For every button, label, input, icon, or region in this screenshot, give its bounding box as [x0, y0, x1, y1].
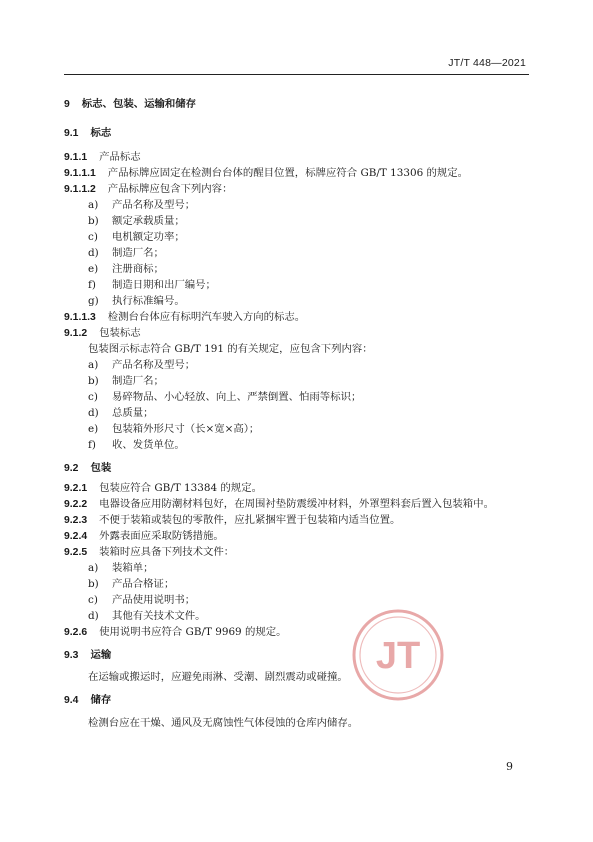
section-9-heading: [64, 98, 196, 111]
list-item: [88, 375, 164, 388]
section-9-1-heading: [64, 127, 111, 140]
clause-9-2-4: [64, 530, 224, 543]
list-label: c): [88, 231, 98, 243]
clause-9-1-1-2: [64, 183, 232, 196]
list-label: d): [88, 407, 99, 419]
list-text: 制造厂名；: [112, 375, 164, 387]
clause-9-2-6: [64, 626, 287, 639]
list-text: 制造厂名；: [112, 247, 164, 259]
clause-number: 9.1.1.1: [64, 168, 96, 179]
list-text: 制造日期和出厂编号；: [112, 279, 216, 291]
list-text: 电机额定功率；: [112, 231, 185, 243]
list-label: a): [88, 562, 99, 574]
list-item: [88, 263, 164, 276]
list-item: [88, 231, 185, 244]
list-text: 其他有关技术文件。: [112, 610, 206, 622]
list-item: [88, 391, 361, 404]
clause-text: 包装应符合 GB/T 13384 的规定。: [99, 482, 262, 494]
list-item: [88, 295, 185, 308]
clause-title: 包装标志: [99, 327, 141, 339]
list-text: 产品合格证；: [112, 578, 175, 590]
list-text: 收、发货单位。: [112, 439, 185, 451]
clause-text: 外露表面应采取防锈措施。: [99, 530, 224, 542]
clause-text: 检测台台体应有标明汽车驶入方向的标志。: [107, 311, 306, 323]
list-label: c): [88, 594, 98, 606]
section-title: 标志、包装、运输和储存: [81, 98, 197, 110]
list-text: 注册商标；: [112, 263, 164, 275]
clause-number: 9.2.6: [64, 627, 88, 638]
list-text: 易碎物品、小心轻放、向上、严禁倒置、怕雨等标识；: [112, 391, 362, 403]
list-text: 产品名称及型号；: [112, 199, 196, 211]
list-label: c): [88, 391, 98, 403]
header-standard-code: JT/T 448—2021: [448, 57, 526, 69]
list-item: [88, 407, 154, 420]
section-title: 储存: [90, 694, 112, 706]
clause-number: 9.1.2: [64, 328, 88, 339]
section-title: 标志: [90, 127, 112, 139]
clause-text: 装箱时应具备下列技术文件：: [99, 546, 235, 558]
clause-number: 9.2.3: [64, 515, 88, 526]
list-label: a): [88, 359, 99, 371]
section-number: 9.2: [64, 463, 79, 474]
clause-9-2-2: [64, 498, 494, 511]
list-text: 产品使用说明书；: [112, 594, 196, 606]
list-label: b): [88, 215, 99, 227]
list-item: [88, 578, 174, 591]
list-label: e): [88, 423, 99, 435]
section-title: 包装: [90, 462, 112, 474]
header-rule: [64, 74, 529, 75]
clause-9-2-1: [64, 482, 262, 495]
paragraph: 包装图示标志符合 GB/T 191 的有关规定，应包含下列内容：: [88, 343, 373, 355]
paragraph: 检测台应在干燥、通风及无腐蚀性气体侵蚀的仓库内储存。: [88, 717, 359, 729]
clause-text: 产品标牌应固定在检测台台体的醒目位置，标牌应符合 GB/T 13306 的规定。: [107, 167, 469, 179]
clause-number: 9.2.1: [64, 483, 88, 494]
list-label: g): [88, 295, 99, 307]
list-item: [88, 423, 259, 436]
paragraph: 在运输或搬运时，应避免雨淋、受潮、剧烈震动或碰撞。: [88, 671, 348, 683]
clause-number: 9.2.5: [64, 547, 88, 558]
clause-9-1-1-3: [64, 311, 305, 324]
list-text: 产品名称及型号；: [112, 359, 196, 371]
list-item: [88, 359, 195, 372]
list-label: b): [88, 578, 99, 590]
list-text: 总质量；: [112, 407, 154, 419]
clause-9-2-3: [64, 514, 400, 527]
clause-title: 产品标志: [99, 151, 141, 163]
list-item: [88, 439, 185, 452]
list-item: [88, 279, 216, 292]
list-item: [88, 594, 195, 607]
list-item: [88, 199, 195, 212]
list-label: f): [88, 439, 96, 451]
section-9-4-heading: [64, 694, 111, 707]
list-label: d): [88, 247, 99, 259]
clause-number: 9.1.1.3: [64, 312, 96, 323]
page-number: 9: [506, 760, 513, 773]
clause-number: 9.2.2: [64, 499, 88, 510]
list-label: e): [88, 263, 99, 275]
list-label: f): [88, 279, 96, 291]
list-item: [88, 610, 206, 623]
list-text: 额定承载质量；: [112, 215, 185, 227]
clause-9-1-2: [64, 327, 141, 340]
section-title: 运输: [90, 649, 112, 661]
list-text: 装箱单；: [112, 562, 154, 574]
seal-text: JT: [375, 635, 421, 677]
clause-text: 使用说明书应符合 GB/T 9969 的规定。: [99, 626, 287, 638]
list-text: 执行标准编号。: [112, 295, 185, 307]
clause-text: 产品标牌应包含下列内容：: [107, 183, 233, 195]
clause-text: 电器设备应用防潮材料包好，在周围衬垫防震缓冲材料，外罩塑料套后置入包装箱中。: [99, 498, 494, 510]
clause-9-1-1: [64, 151, 141, 164]
section-9-2-heading: [64, 462, 111, 475]
list-item: [88, 215, 185, 228]
clause-text: 不便于装箱或装包的零散件，应扎紧捆牢置于包装箱内适当位置。: [99, 514, 401, 526]
clause-number: 9.1.1: [64, 152, 88, 163]
section-number: 9.1: [64, 128, 79, 139]
jt-seal-watermark: [350, 607, 446, 703]
list-label: b): [88, 375, 99, 387]
section-number: 9.3: [64, 650, 79, 661]
clause-number: 9.1.1.2: [64, 184, 96, 195]
section-number: 9: [64, 99, 70, 110]
list-label: a): [88, 199, 99, 211]
clause-number: 9.2.4: [64, 531, 88, 542]
clause-9-2-5: [64, 546, 234, 559]
list-text: 包装箱外形尺寸（长×宽×高）；: [112, 423, 260, 435]
clause-9-1-1-1: [64, 167, 468, 180]
section-number: 9.4: [64, 695, 79, 706]
list-item: [88, 562, 154, 575]
list-label: d): [88, 610, 99, 622]
section-9-3-heading: [64, 649, 111, 662]
list-item: [88, 247, 164, 260]
